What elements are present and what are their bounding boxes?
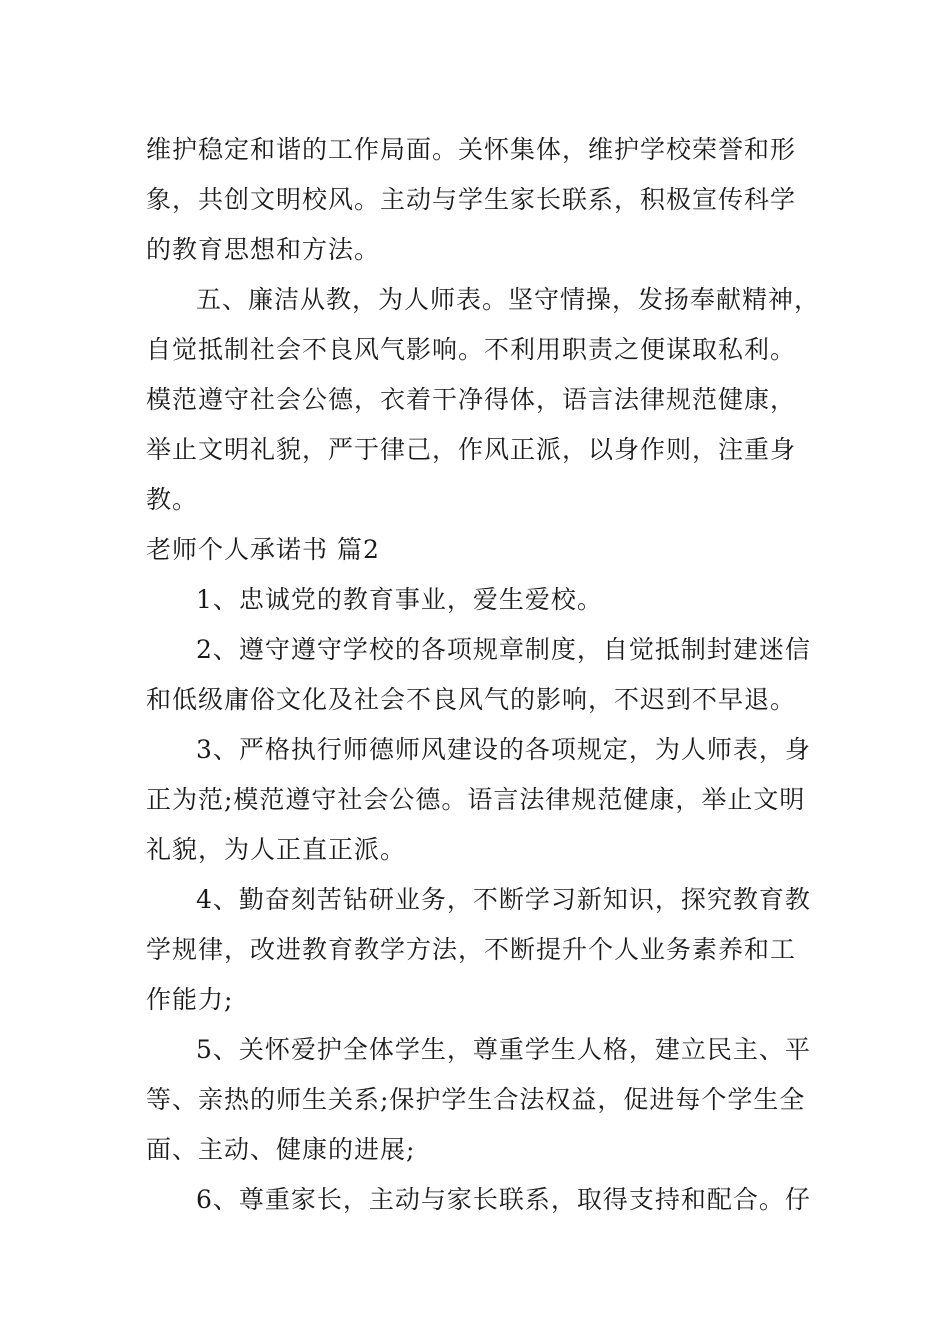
paragraph-line: 模范遵守社会公德，衣着干净得体，语言法律规范健康， — [146, 385, 797, 414]
paragraph-line: 和低级庸俗文化及社会不良风气的影响，不迟到不早退。 — [146, 685, 797, 714]
paragraph-line: 等、亲热的师生关系;保护学生合法权益，促进每个学生全 — [146, 1085, 806, 1114]
paragraph-line: 象，共创文明校风。主动与学生家长联系，积极宣传科学 — [146, 185, 797, 214]
list-item: 2、遵守遵守学校的各项规章制度，自觉抵制封建迷信 — [196, 635, 811, 664]
paragraph-line: 正为范;模范遵守社会公德。语言法律规范健康，举止文明 — [146, 785, 806, 814]
paragraph-line: 自觉抵制社会不良风气影响。不利用职责之便谋取私利。 — [146, 335, 797, 364]
paragraph-line: 举止文明礼貌，严于律己，作风正派，以身作则，注重身 — [146, 435, 797, 464]
list-item: 6、尊重家长，主动与家长联系，取得支持和配合。仔 — [196, 1185, 811, 1214]
paragraph-line: 的教育思想和方法。 — [146, 235, 381, 264]
paragraph-line: 面、主动、健康的进展; — [146, 1135, 416, 1164]
list-item: 1、忠诚党的教育事业，爱生爱校。 — [196, 585, 603, 614]
paragraph-line: 五、廉洁从教，为人师表。坚守情操，发扬奉献精神， — [196, 285, 821, 314]
paragraph-line: 维护稳定和谐的工作局面。关怀集体，维护学校荣誉和形 — [146, 135, 797, 164]
paragraph-line: 作能力; — [146, 985, 234, 1014]
paragraph-line: 礼貌，为人正直正派。 — [146, 835, 407, 864]
paragraph-line: 学规律，改进教育教学方法，不断提升个人业务素养和工 — [146, 935, 797, 964]
list-item: 3、严格执行师德师风建设的各项规定，为人师表，身 — [196, 735, 811, 764]
section-heading: 老师个人承诺书 篇2 — [146, 535, 380, 564]
list-item: 5、关怀爱护全体学生，尊重学生人格，建立民主、平 — [196, 1035, 811, 1064]
list-item: 4、勤奋刻苦钻研业务，不断学习新知识，探究教育教 — [196, 885, 811, 914]
paragraph-line: 教。 — [146, 485, 199, 514]
